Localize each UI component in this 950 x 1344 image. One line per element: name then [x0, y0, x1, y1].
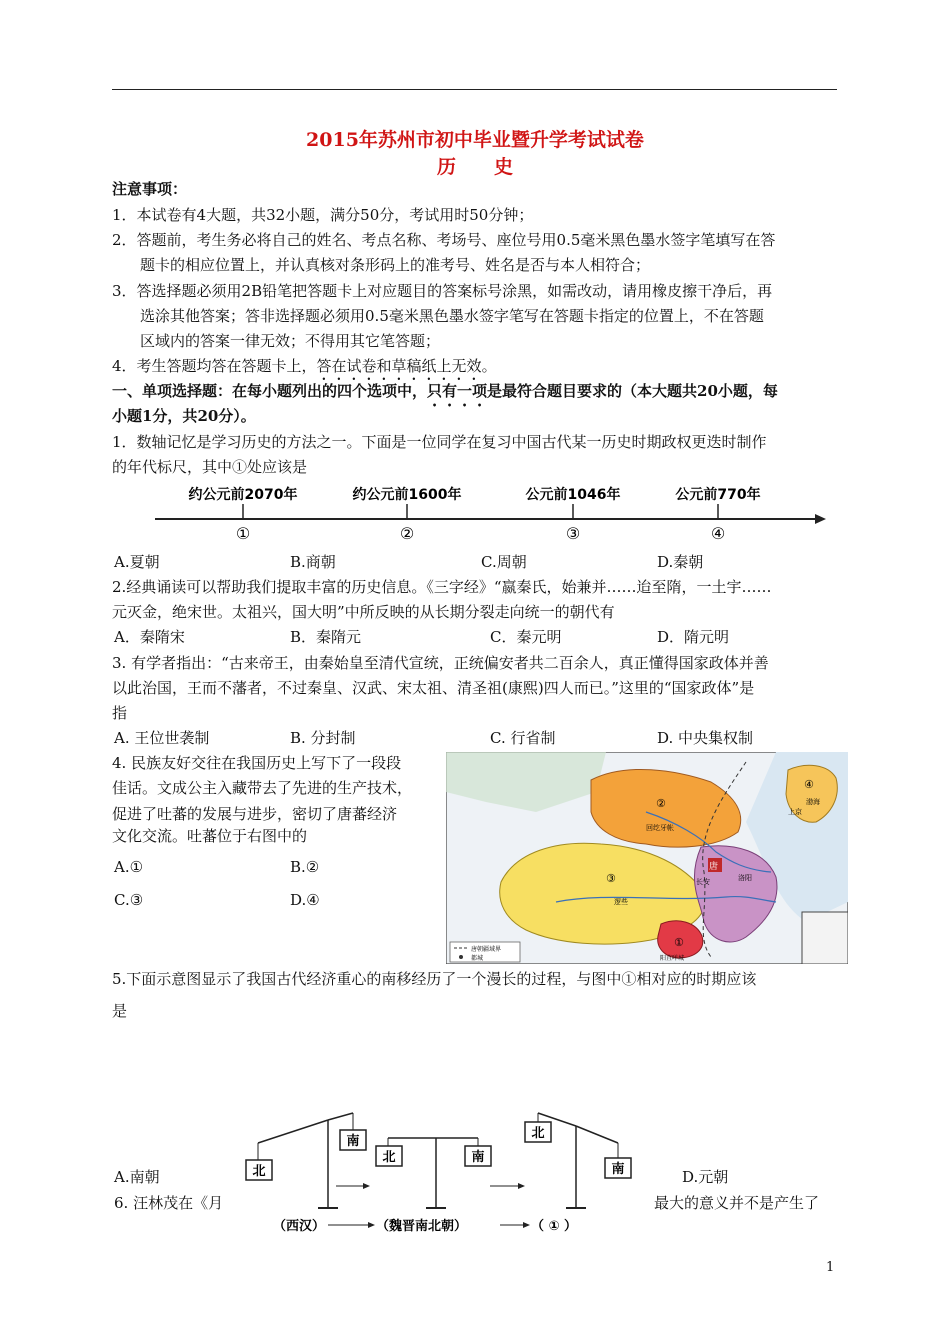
- map-label-luoxie: 逻些: [614, 898, 628, 906]
- q2-option-d[interactable]: D．隋元明: [657, 628, 730, 646]
- q2-option-c[interactable]: C．秦元明: [490, 628, 562, 646]
- top-rule: [112, 89, 837, 90]
- q1-option-a[interactable]: A.夏朝: [114, 553, 160, 571]
- q1-stem-1: 1．数轴记忆是学习历史的方法之一。下面是一位同学在复习中国古代某一历史时期政权更迭时制作: [112, 433, 767, 451]
- q3-stem-3: 指: [112, 704, 128, 722]
- notice-item-3c: 区域内的答案一律无效；不得用其它笔答题；: [140, 332, 441, 350]
- north-label: 北: [531, 1126, 545, 1141]
- q4-stem-3: 促进了吐蕃的发展与进步，密切了唐蕃经济: [112, 805, 398, 823]
- q4-option-d[interactable]: D.④: [290, 891, 320, 909]
- map-label-4: ④: [804, 778, 814, 791]
- south-label: 南: [471, 1150, 485, 1165]
- q3-option-c[interactable]: C. 行省制: [490, 729, 556, 747]
- q1-option-d[interactable]: D.秦朝: [657, 553, 704, 571]
- scale-western-han: [246, 1113, 366, 1208]
- south-label: 南: [611, 1162, 625, 1177]
- legend-capital-label: 都城: [471, 955, 484, 962]
- q3-stem-1: 3. 有学者指出：“古来帝王，由秦始皇至清代宣统，正统偏安者共二百余人，真正懂得国家政体并善: [112, 654, 769, 672]
- map-label-3: ③: [606, 872, 616, 885]
- q3-stem-2: 以此治国，王而不藩者，不过秦皇、汉武、宋太祖、清圣祖(康熙)四人而已。”这里的“国家政体”是: [112, 679, 755, 697]
- tang-map: [446, 752, 848, 964]
- q4-option-b[interactable]: B.②: [290, 858, 320, 876]
- notice-item-3b: 选涂其他答案；答非选择题必须用0.5毫米黑色墨水签字笔写在答题卡指定的位置上，不在答题: [140, 307, 764, 325]
- scale-period-1: [525, 1113, 631, 1208]
- q4-stem-1: 4. 民族友好交往在我国历史上写下了一段段: [112, 754, 402, 772]
- balance-scale-diagram: [228, 1108, 668, 1240]
- q3-option-d[interactable]: D. 中央集权制: [657, 729, 754, 747]
- notice-item-4: 4．考生答题均答在答题卡上，答在试卷和草稿纸上无效。: [112, 357, 497, 375]
- map-label-tang: 唐: [709, 862, 719, 872]
- section-heading: 一、单项选择题：在每小题列出的四个选项中，只有一项是最符合题目要求的（本大题共20小题，每: [112, 382, 778, 400]
- arrow-1-head: [363, 1183, 370, 1189]
- subject-title: 历 史: [436, 156, 513, 178]
- section-heading-cont: 小题1分，共20分）。: [112, 407, 256, 425]
- emphasis-text: 答在试卷和草稿纸上无效: [316, 357, 482, 375]
- q6-stem-end: 最大的意义并不是产生了: [654, 1194, 820, 1212]
- q1-timeline: [150, 482, 840, 544]
- q3-option-b[interactable]: B. 分封制: [290, 729, 356, 747]
- notice-item-1: 1．本试卷有4大题，共32小题，满分50分，考试用时50分钟；: [112, 206, 534, 224]
- q4-stem-2: 佳话。文成公主入藏带去了先进的生产技术，: [112, 779, 413, 797]
- q1-option-c[interactable]: C.周朝: [481, 553, 527, 571]
- legend-dot-capital: [459, 955, 463, 959]
- north-label: 北: [382, 1150, 396, 1165]
- legend-border-label: 唐朝疆域界: [471, 946, 502, 953]
- timeline-marker-1: ①: [235, 524, 251, 543]
- notice-item-2b: 题卡的相应位置上，并认真核对条形码上的准考号、姓名是否与本人相符合；: [140, 256, 651, 274]
- q4-option-a[interactable]: A.①: [114, 858, 144, 876]
- timeline-marker-3: ③: [565, 524, 581, 543]
- q5-option-d[interactable]: D.元朝: [682, 1168, 729, 1186]
- arrow-2-head: [518, 1183, 525, 1189]
- q2-stem-1: 2.经典诵读可以帮助我们提取丰富的历史信息。《三字经》“嬴秦氏，始兼并……迨至隋，一土宇……: [112, 578, 772, 596]
- north-label: 北: [252, 1164, 266, 1179]
- timeline-label-3: 公元前1046年: [525, 487, 621, 503]
- map-label-1: ①: [674, 936, 684, 949]
- map-label-bohai: 渤海: [806, 798, 820, 806]
- q5-stem-2: 是: [112, 1002, 128, 1020]
- q3-option-a[interactable]: A. 王位世袭制: [114, 729, 210, 747]
- q2-option-a[interactable]: A．秦隋宋: [114, 628, 185, 646]
- q6-stem-start: 6. 汪林茂在《月: [114, 1194, 224, 1212]
- q5-stem-1: 5.下面示意图显示了我国古代经济重心的南移经历了一个漫长的过程，与图中①相对应的时期应该: [112, 970, 757, 988]
- q2-stem-2: 元灭金，绝宋世。太祖兴，国大明”中所反映的从长期分裂走向统一的朝代有: [112, 603, 615, 621]
- timeline-label-4: 公元前770年: [675, 487, 761, 503]
- notice-item-3a: 3．答选择题必须用2B铅笔把答题卡上对应题目的答案标号涂黑，如需改动，请用橡皮擦干净后，再: [112, 282, 773, 300]
- page-number: 1: [826, 1260, 835, 1275]
- map-label-luoyang: 洛阳: [738, 874, 752, 882]
- emphasis-text: 只有一项: [427, 382, 488, 400]
- q1-option-b[interactable]: B.商朝: [290, 553, 336, 571]
- period-wei-jin: （魏晋南北朝）: [376, 1219, 468, 1234]
- period-1: （ ① ）: [531, 1219, 578, 1234]
- map-label-2: ②: [656, 797, 666, 810]
- q2-option-b[interactable]: B．秦隋元: [290, 628, 362, 646]
- q1-stem-2: 的年代标尺，其中①处应该是: [112, 458, 308, 476]
- q4-option-c[interactable]: C.③: [114, 891, 144, 909]
- exam-title: 2015年苏州市初中毕业暨升学考试试卷: [306, 129, 644, 151]
- period-western-han: （西汉）: [273, 1219, 326, 1234]
- timeline-label-1: 约公元前2070年: [188, 487, 298, 503]
- q4-stem-4: 文化交流。吐蕃位于右图中的: [112, 827, 308, 845]
- notice-heading: 注意事项：: [112, 180, 188, 198]
- map-label-changan: 长安: [696, 878, 710, 886]
- map-label-shangjing: 上京: [788, 808, 802, 816]
- timeline-marker-4: ④: [710, 524, 726, 543]
- map-label-yangjumie: 阳苴咩城: [660, 955, 685, 962]
- timeline-marker-2: ②: [399, 524, 415, 543]
- q5-option-a[interactable]: A.南朝: [114, 1168, 160, 1186]
- timeline-arrow: [815, 514, 826, 524]
- timeline-label-2: 约公元前1600年: [352, 487, 462, 503]
- south-label: 南: [346, 1134, 360, 1149]
- notice-item-2a: 2．答题前，考生务必将自己的姓名、考点名称、考场号、座位号用0.5毫米黑色墨水签字笔填写在答: [112, 231, 776, 249]
- scale-wei-jin: [376, 1138, 491, 1208]
- map-inset: [802, 912, 848, 964]
- map-label-uighur: 回纥牙帐: [646, 824, 674, 832]
